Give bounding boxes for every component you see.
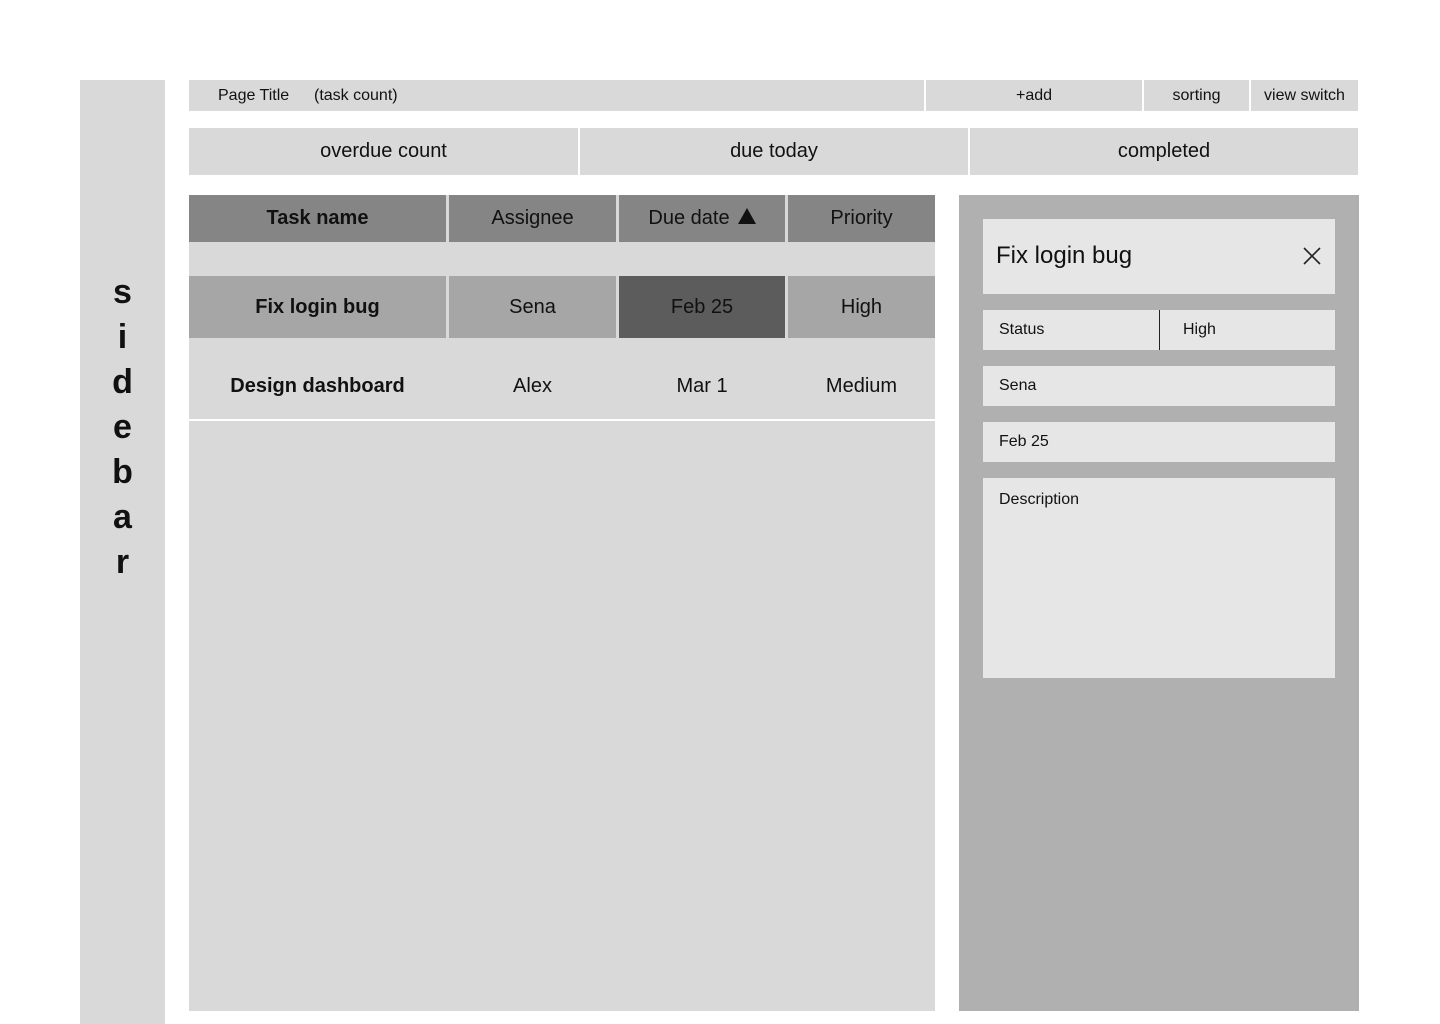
task-count: (task count) <box>314 87 398 104</box>
table-cell-priority[interactable] <box>788 355 935 418</box>
due-date-field[interactable] <box>983 422 1335 462</box>
sidebar-label <box>80 270 165 585</box>
assignee: Alex <box>513 375 552 397</box>
table-cell-due-date[interactable] <box>619 355 785 418</box>
assignee: Sena <box>509 295 556 318</box>
detail-title: Fix login bug <box>996 242 1133 269</box>
due-date: Mar 1 <box>676 375 728 397</box>
assignee-value: Sena <box>999 377 1037 394</box>
column-header-due-date[interactable] <box>619 195 785 242</box>
table-cell-priority[interactable] <box>788 276 935 338</box>
sidebar-letter: d <box>112 363 133 401</box>
priority: High <box>840 295 883 318</box>
status-field[interactable] <box>983 310 1335 350</box>
add-task-button[interactable]: +add <box>926 80 1142 111</box>
page-title: Page Title <box>218 87 290 104</box>
table-spacer <box>189 245 935 272</box>
sidebar-letter: b <box>112 453 133 491</box>
task-name: Fix login bug <box>255 295 380 318</box>
sidebar-letter: r <box>115 543 130 581</box>
column-header-task-name[interactable] <box>189 195 446 242</box>
sidebar-letter: s <box>113 273 132 311</box>
table-row-selected-task[interactable] <box>189 276 446 338</box>
column-header-label: Assignee <box>491 207 574 229</box>
page-header <box>189 80 924 111</box>
table-cell-due-date[interactable] <box>619 276 785 338</box>
detail-header <box>983 219 1335 294</box>
view-switch-button[interactable]: view switch <box>1251 80 1358 111</box>
column-header-label: Task name <box>266 207 369 229</box>
column-header-assignee[interactable] <box>449 195 616 242</box>
field-divider <box>1159 310 1160 350</box>
sidebar-letter: i <box>117 318 128 356</box>
table-row-task[interactable] <box>189 355 446 418</box>
priority: Medium <box>825 375 898 397</box>
overdue-count-card[interactable]: overdue count <box>189 128 578 175</box>
table-cell-assignee[interactable] <box>449 276 616 338</box>
row-divider <box>189 419 935 421</box>
status-value: High <box>1183 321 1216 338</box>
sorting-button[interactable]: sorting <box>1144 80 1249 111</box>
assignee-field[interactable] <box>983 366 1335 406</box>
sidebar-letter: e <box>113 408 132 446</box>
due-date: Feb 25 <box>670 295 734 318</box>
sidebar <box>80 80 165 1024</box>
status-label: Status <box>999 321 1045 338</box>
column-header-label: Priority <box>830 207 893 229</box>
column-header-label: Due date <box>648 207 730 229</box>
description-placeholder: Description <box>999 491 1080 508</box>
sidebar-letter: a <box>113 498 132 536</box>
table-divider <box>189 341 935 351</box>
sort-ascending-icon <box>738 208 756 224</box>
table-cell-assignee[interactable] <box>449 355 616 418</box>
completed-card[interactable]: completed <box>970 128 1358 175</box>
description-field[interactable] <box>983 478 1335 678</box>
due-today-card[interactable]: due today <box>580 128 968 175</box>
column-header-priority[interactable] <box>788 195 935 242</box>
due-date-value: Feb 25 <box>999 433 1049 450</box>
task-name: Design dashboard <box>230 375 405 397</box>
close-icon[interactable] <box>1301 245 1323 267</box>
